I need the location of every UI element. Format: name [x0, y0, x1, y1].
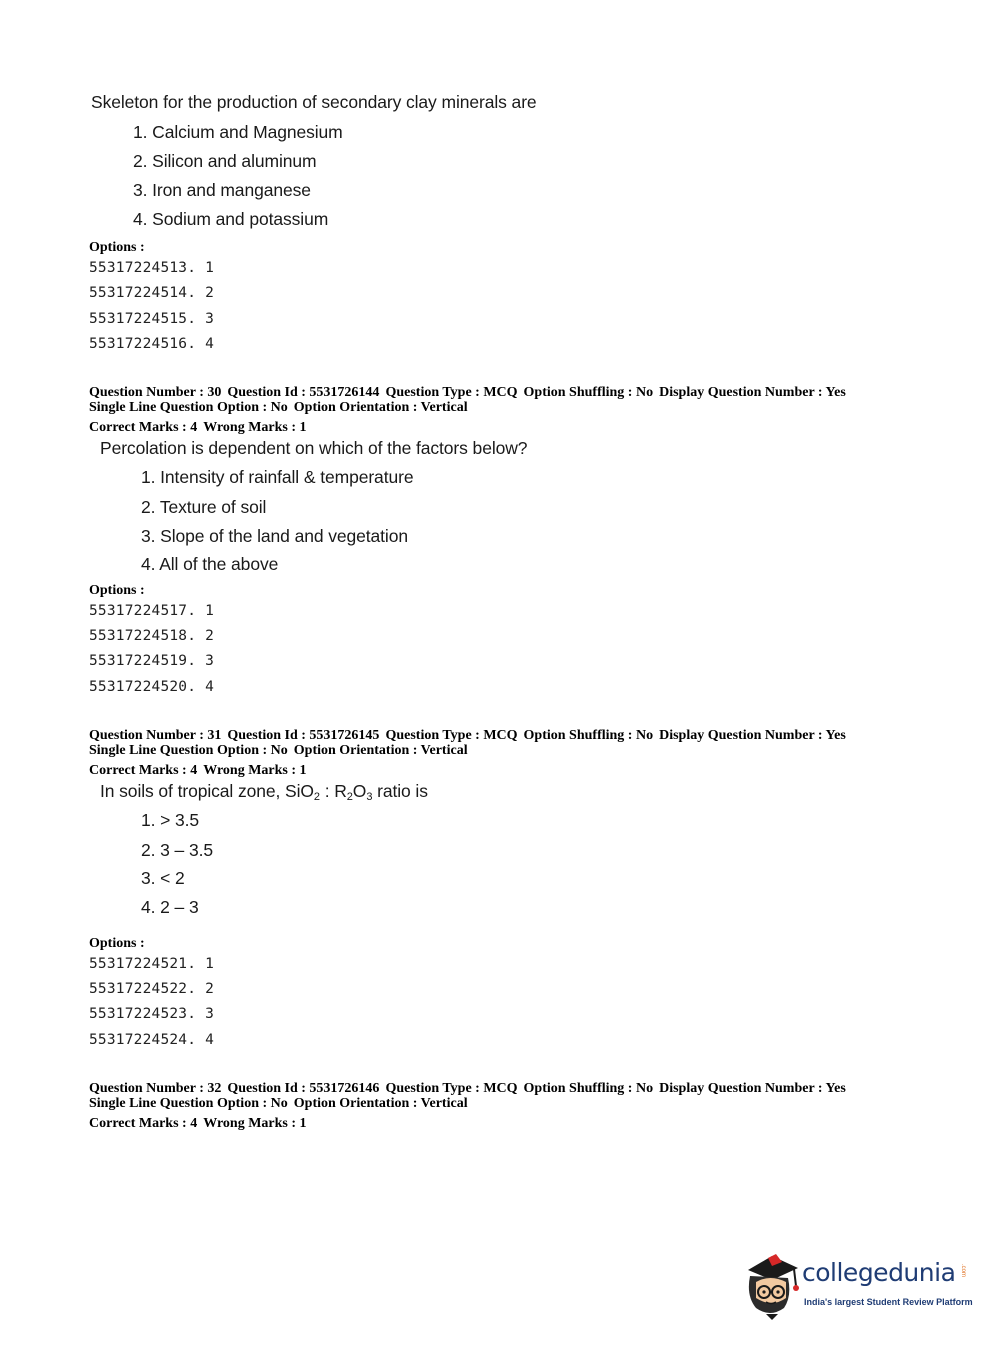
- question-30-choice-4: 4. All of the above: [141, 554, 279, 574]
- question-31-id: Question Id : 5531726145: [227, 728, 380, 743]
- question-30-choice-1: 1. Intensity of rainfall & temperature: [141, 467, 414, 487]
- question-31-option-4: 55317224524. 4: [89, 1032, 215, 1048]
- question-30-option-1: 55317224517. 1: [89, 603, 215, 619]
- question-32-number: Question Number : 32: [89, 1081, 222, 1096]
- question-30-option-4: 55317224520. 4: [89, 679, 215, 695]
- question-30-orientation: Option Orientation : Vertical: [293, 400, 468, 415]
- question-30-text: Percolation is dependent on which of the factors below?: [100, 438, 528, 458]
- question-29-choice-2: 2. Silicon and aluminum: [133, 151, 317, 171]
- question-30-choice-2: 2. Texture of soil: [141, 497, 267, 517]
- question-31-option-3: 55317224523. 3: [89, 1006, 215, 1022]
- question-29-choice-3: 3. Iron and manganese: [133, 180, 311, 200]
- question-32-type: Question Type : MCQ: [385, 1081, 518, 1096]
- question-30-display: Display Question Number : Yes: [659, 385, 846, 400]
- question-31-choice-1: 1. > 3.5: [141, 810, 200, 830]
- question-29-option-3: 55317224515. 3: [89, 311, 215, 327]
- question-30-option-2: 55317224518. 2: [89, 628, 215, 644]
- question-32-wrong-marks: Wrong Marks : 1: [203, 1116, 307, 1131]
- question-32-id: Question Id : 5531726146: [227, 1081, 380, 1096]
- question-30-wrong-marks: Wrong Marks : 1: [203, 420, 307, 435]
- question-29-text: Skeleton for the production of secondary clay minerals are: [91, 92, 537, 112]
- brand-tagline: India's largest Student Review Platform: [804, 1297, 973, 1307]
- question-31-options-label: Options :: [89, 936, 145, 951]
- question-31-display: Display Question Number : Yes: [659, 728, 846, 743]
- question-29-options-label: Options :: [89, 240, 145, 255]
- brand-name: collegedunia: [802, 1258, 956, 1287]
- question-31-wrong-marks: Wrong Marks : 1: [203, 763, 307, 778]
- question-29-option-2: 55317224514. 2: [89, 285, 215, 301]
- question-32-shuffling: Option Shuffling : No: [523, 1081, 654, 1096]
- question-31-single-line: Single Line Question Option : No: [89, 743, 288, 758]
- question-30-id: Question Id : 5531726144: [227, 385, 380, 400]
- question-30-single-line: Single Line Question Option : No: [89, 400, 288, 415]
- question-31-choice-2: 2. 3 – 3.5: [141, 840, 213, 860]
- question-30-number: Question Number : 30: [89, 385, 222, 400]
- question-30-shuffling: Option Shuffling : No: [523, 385, 654, 400]
- question-31-text: In soils of tropical zone, SiO$_2$ : $R_2O_3$ ratio is: [100, 781, 428, 803]
- question-31-type: Question Type : MCQ: [385, 728, 518, 743]
- question-31-option-1: 55317224521. 1: [89, 956, 215, 972]
- question-29-option-4: 55317224516. 4: [89, 336, 215, 352]
- question-29-choice-4: 4. Sodium and potassium: [133, 209, 329, 229]
- question-32-orientation: Option Orientation : Vertical: [293, 1096, 468, 1111]
- question-30-meta: [89, 385, 852, 435]
- question-31-choice-4: 4. 2 – 3: [141, 897, 199, 917]
- question-31-number: Question Number : 31: [89, 728, 222, 743]
- question-32-correct-marks: Correct Marks : 4: [89, 1116, 198, 1131]
- question-30-choice-3: 3. Slope of the land and vegetation: [141, 526, 408, 546]
- mascot-icon: [742, 1252, 802, 1322]
- question-31-correct-marks: Correct Marks : 4: [89, 763, 198, 778]
- brand-com: .com: [960, 1264, 966, 1278]
- question-29-option-1: 55317224513. 1: [89, 260, 215, 276]
- question-30-type: Question Type : MCQ: [385, 385, 518, 400]
- question-30-options-label: Options :: [89, 583, 145, 598]
- question-29-choice-1: 1. Calcium and Magnesium: [133, 122, 343, 142]
- collegedunia-logo: [742, 1252, 972, 1322]
- question-30-correct-marks: Correct Marks : 4: [89, 420, 198, 435]
- question-31-meta: [89, 728, 852, 778]
- question-31-option-2: 55317224522. 2: [89, 981, 215, 997]
- question-32-single-line: Single Line Question Option : No: [89, 1096, 288, 1111]
- question-30-option-3: 55317224519. 3: [89, 653, 215, 669]
- question-31-choice-3: 3. < 2: [141, 868, 185, 888]
- question-32-meta: [89, 1081, 852, 1131]
- question-31-shuffling: Option Shuffling : No: [523, 728, 654, 743]
- question-31-orientation: Option Orientation : Vertical: [293, 743, 468, 758]
- question-32-display: Display Question Number : Yes: [659, 1081, 846, 1096]
